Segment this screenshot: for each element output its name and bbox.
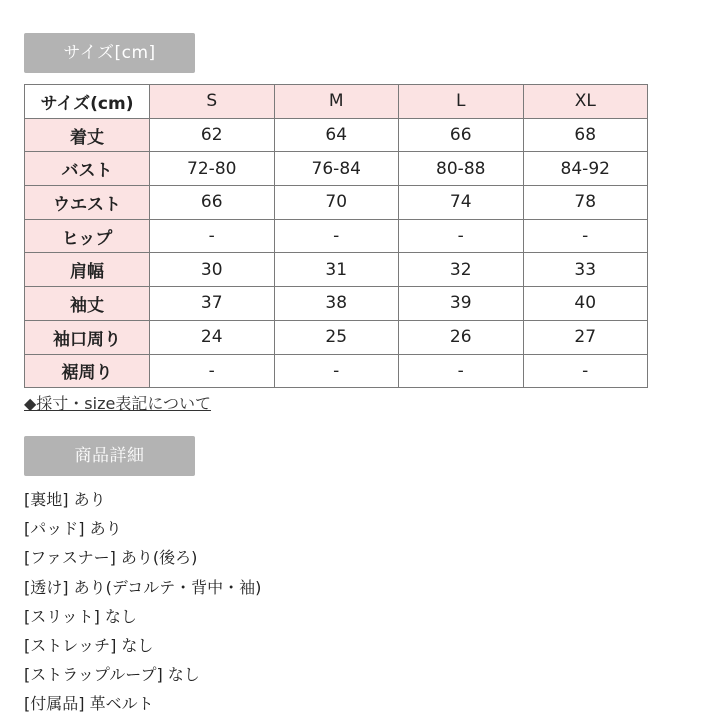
size-value-cell: 39 [399, 287, 524, 321]
list-item: [スリット] なし [24, 606, 137, 626]
size-value-cell: - [150, 219, 275, 253]
size-value-cell: 62 [150, 118, 275, 152]
row-label-cell: ウエスト [25, 186, 150, 220]
row-label-cell: 袖丈 [25, 287, 150, 321]
row-label-cell: バスト [25, 152, 150, 186]
row-label-cell: 裾周り [25, 354, 150, 388]
size-value-cell: 25 [274, 320, 399, 354]
list-item: [ファスナー] あり(後ろ) [24, 548, 198, 568]
size-section-label: サイズ[cm] [24, 33, 195, 73]
size-value-cell: 38 [274, 287, 399, 321]
size-table-header-row [25, 85, 648, 119]
size-value-cell: 74 [399, 186, 524, 220]
size-value-cell: 31 [274, 253, 399, 287]
details-list [24, 485, 261, 719]
size-header-xl: XL [523, 85, 648, 119]
row-label-cell: ヒップ [25, 219, 150, 253]
table-row [25, 354, 648, 388]
table-row [25, 320, 648, 354]
row-label-cell: 着丈 [25, 118, 150, 152]
size-value-cell: 37 [150, 287, 275, 321]
size-value-cell: - [274, 354, 399, 388]
size-value-cell: - [523, 354, 648, 388]
size-value-cell: 26 [399, 320, 524, 354]
size-value-cell: 84-92 [523, 152, 648, 186]
size-value-cell: - [274, 219, 399, 253]
size-value-cell: 68 [523, 118, 648, 152]
size-value-cell: 80-88 [399, 152, 524, 186]
size-value-cell: 33 [523, 253, 648, 287]
size-header-s: S [150, 85, 275, 119]
size-value-cell: 78 [523, 186, 648, 220]
table-row [25, 118, 648, 152]
size-guide-link[interactable]: ◆採寸・size表記について [24, 394, 212, 413]
table-row [25, 152, 648, 186]
table-row [25, 219, 648, 253]
size-table-corner-cell: サイズ(cm) [25, 85, 150, 119]
size-value-cell: - [150, 354, 275, 388]
size-value-cell: 72-80 [150, 152, 275, 186]
list-item: [透け] あり(デコルテ・背中・袖) [24, 577, 262, 597]
size-value-cell: 30 [150, 253, 275, 287]
list-item: [ストラップループ] なし [24, 665, 200, 685]
size-value-cell: 66 [399, 118, 524, 152]
details-section-label: 商品詳細 [24, 436, 195, 476]
size-value-cell: 32 [399, 253, 524, 287]
table-row [25, 186, 648, 220]
size-value-cell: 64 [274, 118, 399, 152]
list-item: [付属品] 革ベルト [24, 694, 154, 714]
size-value-cell: 40 [523, 287, 648, 321]
table-row [25, 287, 648, 321]
size-header-m: M [274, 85, 399, 119]
size-value-cell: 24 [150, 320, 275, 354]
table-row [25, 253, 648, 287]
size-value-cell: 66 [150, 186, 275, 220]
list-item: [ストレッチ] なし [24, 636, 154, 656]
size-value-cell: - [523, 219, 648, 253]
list-item: [パッド] あり [24, 519, 122, 539]
size-value-cell: 70 [274, 186, 399, 220]
size-value-cell: - [399, 354, 524, 388]
size-table [24, 84, 648, 388]
size-value-cell: 76-84 [274, 152, 399, 186]
size-value-cell: - [399, 219, 524, 253]
size-value-cell: 27 [523, 320, 648, 354]
row-label-cell: 肩幅 [25, 253, 150, 287]
row-label-cell: 袖口周り [25, 320, 150, 354]
list-item: [裏地] あり [24, 490, 106, 509]
size-header-l: L [399, 85, 524, 119]
